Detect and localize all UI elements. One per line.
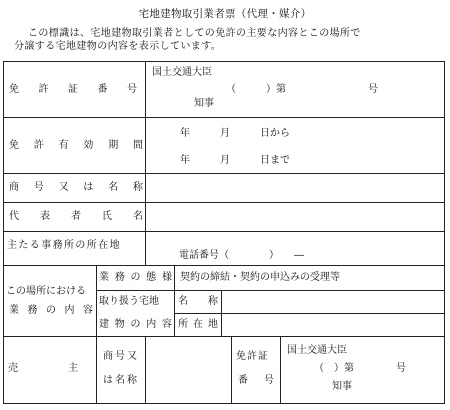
- main-office-phone: 電話番号（ ） ―: [179, 250, 304, 261]
- property-label-line1: 取り扱う宅地: [99, 296, 159, 307]
- seller-trade-name-line1: 商号又: [103, 351, 139, 362]
- license-paren: （ ）第: [226, 84, 286, 95]
- trade-name-label: 商 号 又 は 名 称: [9, 182, 143, 193]
- business-here-label-line2: 業 務 の 内 容: [9, 305, 93, 316]
- validity-to: 年 月 日まで: [180, 155, 290, 166]
- validity-label: 免 許 有 効 期 間: [9, 140, 143, 151]
- business-type-value: 契約の締結・契約の申込みの受理等: [180, 272, 340, 283]
- seller-trade-name-line2: は名称: [103, 375, 139, 386]
- license-number-label: 免 許 証 番 号: [9, 84, 137, 95]
- sign-title: 宅地建物取引業者票（代理・媒介）: [138, 8, 312, 20]
- seller-number-suffix: 号: [396, 363, 406, 374]
- property-name-label: 名 称: [178, 296, 218, 307]
- intro-line-2: 分譲する宅地建物の内容を表示しています。: [14, 41, 222, 52]
- validity-from: 年 月 日から: [180, 128, 290, 139]
- representative-label: 代 表 者 氏 名: [9, 211, 143, 222]
- intro-line-1: この標識は、宅地建物取引業者としての免許の主要な内容とこの場所で: [28, 28, 361, 39]
- seller-governor: 知事: [332, 381, 352, 392]
- property-location-label: 所 在 地: [178, 319, 218, 330]
- business-here-label-line1: この場所における: [6, 286, 86, 297]
- business-type-label: 業 務 の 態 様: [99, 272, 172, 283]
- seller-authority: 国土交通大臣: [287, 345, 347, 356]
- seller-paren: （ ）第: [314, 363, 354, 374]
- license-authority: 国土交通大臣: [152, 67, 212, 78]
- license-governor: 知事: [194, 98, 214, 109]
- seller-license-line1: 免許証: [236, 351, 269, 362]
- table-outer-border: [4, 62, 445, 404]
- main-office-label: 主たる事務所の所在地: [7, 240, 121, 251]
- seller-license-line2: 番 号: [238, 375, 274, 386]
- seller-label: 売 主: [8, 363, 78, 374]
- license-number-suffix: 号: [368, 84, 378, 95]
- property-label-line2: 建 物 の 内 容: [99, 319, 172, 330]
